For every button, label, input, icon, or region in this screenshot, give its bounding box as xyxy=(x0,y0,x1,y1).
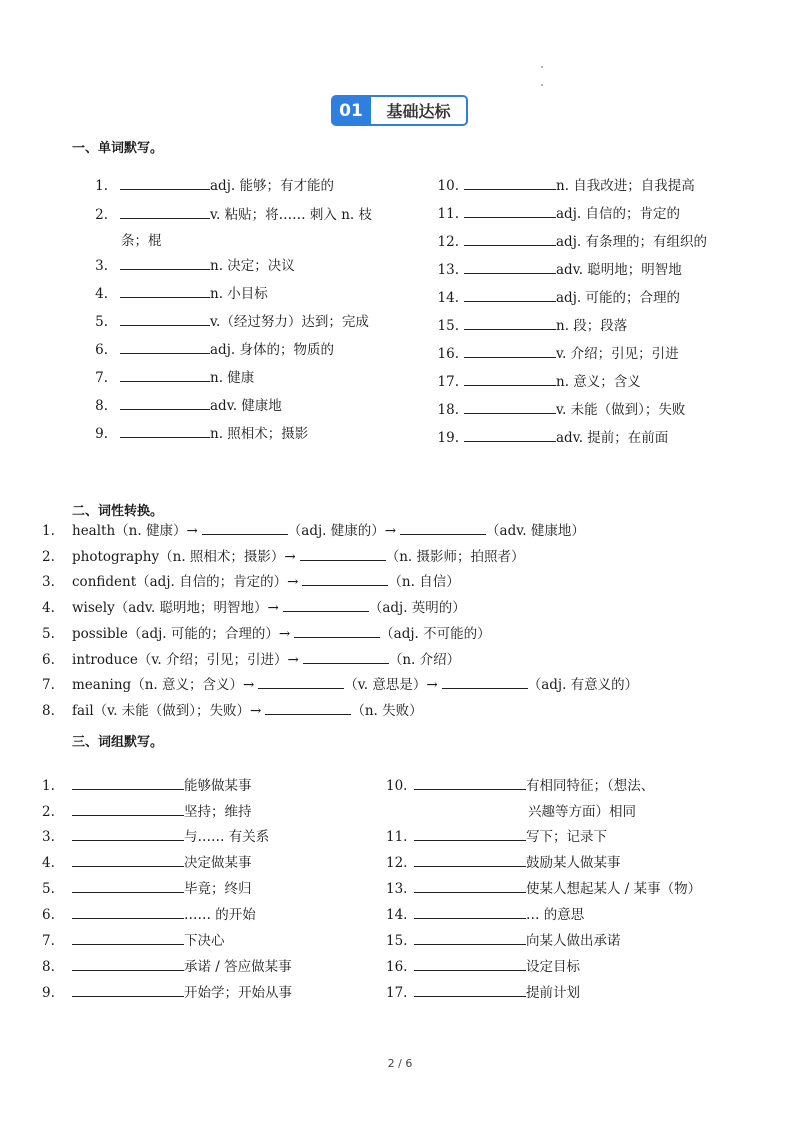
item-number: 14. xyxy=(386,907,408,923)
item-number: 1. xyxy=(42,523,55,539)
answer-blank[interactable] xyxy=(414,983,526,997)
item-text: v.（经过努力）达到；完成 xyxy=(210,314,369,330)
item-text: adj. 有条理的；有组织的 xyxy=(556,234,707,250)
list-item xyxy=(386,931,621,951)
answer-blank[interactable] xyxy=(414,853,526,867)
item-text: n. 段；段落 xyxy=(556,318,628,334)
item-number: 9. xyxy=(42,985,55,1001)
item-text: n. 健康 xyxy=(210,370,255,386)
section3-title: 三、词组默写。 xyxy=(72,735,164,750)
item-text: adv. 健康地 xyxy=(210,398,282,414)
item-text: 提前计划 xyxy=(526,985,580,1001)
item-number: 9. xyxy=(95,426,108,442)
list-item xyxy=(90,176,334,196)
item-text: 有相同特征；（想法、 xyxy=(526,778,655,794)
item-number: 19. xyxy=(437,430,459,446)
source-word: meaning（n. 意义；含义）→ xyxy=(72,677,255,694)
answer-blank[interactable] xyxy=(414,776,526,790)
item-number: 12. xyxy=(437,234,459,250)
answer-blank[interactable] xyxy=(400,521,486,535)
list-item xyxy=(436,232,707,252)
source-word: health（n. 健康）→ xyxy=(72,523,198,539)
item-text: 使某人想起某人 / 某事（物） xyxy=(526,881,702,897)
answer-blank[interactable] xyxy=(120,312,210,326)
answer-blank[interactable] xyxy=(414,931,526,945)
list-item xyxy=(90,256,295,276)
answer-blank[interactable] xyxy=(414,879,526,893)
list-item xyxy=(386,905,584,925)
item-number: 6. xyxy=(42,651,55,668)
list-item xyxy=(386,827,607,847)
target-part-of-speech: （n. 失败） xyxy=(351,702,423,719)
answer-blank[interactable] xyxy=(120,205,210,219)
item-text: 能够做某事 xyxy=(184,778,252,794)
answer-blank[interactable] xyxy=(72,983,184,997)
item-text: adj. 可能的；合理的 xyxy=(556,290,680,306)
list-item xyxy=(42,931,225,951)
item-text: 下决心 xyxy=(184,933,225,949)
item-number: 5. xyxy=(95,314,108,330)
item-number: 3. xyxy=(95,258,108,274)
item-text: 向某人做出承诺 xyxy=(526,933,621,949)
source-word: photography（n. 照相术；摄影）→ xyxy=(72,548,296,565)
answer-blank[interactable] xyxy=(72,776,184,790)
answer-blank[interactable] xyxy=(120,176,210,190)
item-text: v. 粘贴；将…… 刺入 n. 枝 xyxy=(210,207,372,223)
source-word: possible（adj. 可能的；合理的）→ xyxy=(72,625,291,642)
target-part-of-speech: （adj. 有意义的） xyxy=(527,677,639,694)
item-text: 开始学；开始从事 xyxy=(184,985,292,1001)
source-word: fail（v. 未能（做到）；失败）→ xyxy=(72,702,262,719)
item-text: 鼓励某人做某事 xyxy=(526,855,621,871)
answer-blank[interactable] xyxy=(442,675,528,689)
item-number: 6. xyxy=(95,342,108,358)
list-item xyxy=(436,288,680,308)
list-item xyxy=(386,879,701,899)
answer-blank[interactable] xyxy=(72,879,184,893)
item-number: 7. xyxy=(95,370,108,386)
item-number: 4. xyxy=(42,600,55,617)
item-text-continued: 兴趣等方面）相同 xyxy=(528,804,636,820)
source-word: confident（adj. 自信的；肯定的）→ xyxy=(72,574,299,591)
list-item xyxy=(42,521,585,541)
item-number: 16. xyxy=(386,959,408,975)
item-text: 决定做某事 xyxy=(184,855,252,871)
answer-blank[interactable] xyxy=(464,288,556,302)
item-number: 8. xyxy=(42,959,55,975)
item-number: 3. xyxy=(42,574,55,591)
item-number: 7. xyxy=(42,933,55,949)
item-text: 坚持；维持 xyxy=(184,804,252,820)
item-text: n. 照相术；摄影 xyxy=(210,426,309,442)
answer-blank[interactable] xyxy=(258,675,344,689)
list-item xyxy=(90,396,282,416)
item-text: adj. 身体的；物质的 xyxy=(210,342,334,358)
answer-blank[interactable] xyxy=(72,827,184,841)
item-number: 4. xyxy=(95,286,108,302)
answer-blank[interactable] xyxy=(72,905,184,919)
item-text: 设定目标 xyxy=(526,959,580,975)
target-part-of-speech: （adv. 健康地） xyxy=(486,523,585,539)
item-text-continued: 条；棍 xyxy=(121,233,162,249)
list-item xyxy=(436,176,695,196)
target-part-of-speech: （adj. 不可能的） xyxy=(380,625,491,642)
answer-blank[interactable] xyxy=(72,957,184,971)
list-item xyxy=(90,368,254,388)
target-part-of-speech: （n. 摄影师；拍照者） xyxy=(385,548,525,565)
item-number: 5. xyxy=(42,881,55,897)
list-item xyxy=(42,879,252,899)
answer-blank[interactable] xyxy=(414,905,526,919)
answer-blank[interactable] xyxy=(464,316,556,330)
item-number: 2. xyxy=(95,207,108,223)
list-item xyxy=(42,957,292,977)
answer-blank[interactable] xyxy=(464,372,556,386)
page-number: 2 / 6 xyxy=(387,1057,413,1070)
item-number: 11. xyxy=(437,206,459,222)
list-item xyxy=(90,424,308,444)
list-item xyxy=(528,802,636,822)
list-item xyxy=(42,853,252,873)
list-item xyxy=(42,983,292,1003)
badge-number: 01 xyxy=(331,95,371,126)
list-item xyxy=(42,905,256,925)
answer-blank[interactable] xyxy=(300,547,386,561)
item-number: 10. xyxy=(437,178,459,194)
target-part-of-speech: （v. 意思是）→ xyxy=(344,677,438,694)
list-item xyxy=(386,853,621,873)
answer-blank[interactable] xyxy=(302,572,388,586)
answer-blank[interactable] xyxy=(120,368,210,382)
list-item xyxy=(386,983,580,1003)
answer-blank[interactable] xyxy=(120,284,210,298)
target-part-of-speech: （adj. 健康的）→ xyxy=(287,523,397,539)
list-item xyxy=(42,598,466,618)
item-number: 3. xyxy=(42,829,55,845)
answer-blank[interactable] xyxy=(120,256,210,270)
list-item xyxy=(121,231,162,251)
answer-blank[interactable] xyxy=(464,428,556,442)
list-item xyxy=(42,827,269,847)
item-number: 17. xyxy=(437,374,459,390)
answer-blank[interactable] xyxy=(120,340,210,354)
answer-blank[interactable] xyxy=(464,344,556,358)
item-number: 10. xyxy=(386,778,408,794)
item-number: 15. xyxy=(437,318,459,334)
list-item xyxy=(386,957,580,977)
item-number: 5. xyxy=(42,625,55,642)
answer-blank[interactable] xyxy=(414,957,526,971)
answer-blank[interactable] xyxy=(303,650,389,664)
list-item xyxy=(42,701,423,721)
item-number: 7. xyxy=(42,677,55,694)
answer-blank[interactable] xyxy=(283,598,369,612)
item-number: 8. xyxy=(95,398,108,414)
item-number: 17. xyxy=(386,985,408,1001)
item-text: …… 的开始 xyxy=(184,907,256,923)
item-text: … 的意思 xyxy=(526,907,585,923)
item-number: 2. xyxy=(42,804,55,820)
list-item xyxy=(90,340,334,360)
answer-blank[interactable] xyxy=(72,931,184,945)
badge-title: 基础达标 xyxy=(371,95,468,126)
answer-blank[interactable] xyxy=(414,827,526,841)
item-text: n. 自我改进；自我提高 xyxy=(556,178,695,194)
item-number: 15. xyxy=(386,933,408,949)
list-item xyxy=(436,344,679,364)
answer-blank[interactable] xyxy=(120,424,210,438)
list-item xyxy=(42,624,491,644)
list-item xyxy=(42,802,252,822)
item-text: 毕竟；终归 xyxy=(184,881,252,897)
item-number: 1. xyxy=(95,178,108,194)
target-part-of-speech: （n. 介绍） xyxy=(388,651,461,668)
list-item xyxy=(42,547,525,567)
item-number: 14. xyxy=(437,290,459,306)
list-item xyxy=(42,776,252,796)
decorative-dots xyxy=(541,62,545,92)
item-text: n. 决定；决议 xyxy=(210,258,295,274)
item-number: 4. xyxy=(42,855,55,871)
item-text: 与…… 有关系 xyxy=(184,829,270,845)
source-word: wisely（adv. 聪明地；明智地）→ xyxy=(72,600,279,617)
list-item xyxy=(90,205,372,225)
list-item xyxy=(42,572,460,592)
answer-blank[interactable] xyxy=(72,853,184,867)
answer-blank[interactable] xyxy=(464,232,556,246)
item-text: adj. 能够；有才能的 xyxy=(210,178,334,194)
item-text: n. 意义；含义 xyxy=(556,374,641,390)
item-number: 12. xyxy=(386,855,408,871)
list-item xyxy=(42,650,460,670)
item-number: 6. xyxy=(42,907,55,923)
target-part-of-speech: （n. 自信） xyxy=(388,574,460,591)
item-number: 18. xyxy=(437,402,459,418)
list-item xyxy=(436,372,641,392)
list-item xyxy=(42,675,638,695)
answer-blank[interactable] xyxy=(120,396,210,410)
item-text: 写下；记录下 xyxy=(526,829,607,845)
answer-blank[interactable] xyxy=(464,204,556,218)
item-text: 承诺 / 答应做某事 xyxy=(184,959,292,975)
answer-blank[interactable] xyxy=(464,400,556,414)
item-text: n. 小目标 xyxy=(210,286,268,302)
list-item xyxy=(436,428,668,448)
list-item xyxy=(436,316,627,336)
list-item xyxy=(436,400,685,420)
item-number: 16. xyxy=(437,346,459,362)
list-item xyxy=(90,312,369,332)
item-text: v. 介绍；引见；引进 xyxy=(556,346,679,362)
list-item xyxy=(90,284,268,304)
target-part-of-speech: （adj. 英明的） xyxy=(368,600,466,617)
item-text: adv. 聪明地；明智地 xyxy=(556,262,682,278)
answer-blank[interactable] xyxy=(464,260,556,274)
answer-blank[interactable] xyxy=(265,701,351,715)
section2-title: 二、词性转换。 xyxy=(72,504,164,519)
item-number: 13. xyxy=(437,262,459,278)
list-item xyxy=(386,776,654,796)
source-word: introduce（v. 介绍；引见；引进）→ xyxy=(72,651,299,668)
section-badge xyxy=(331,95,468,126)
item-text: v. 未能（做到）；失败 xyxy=(556,402,686,418)
answer-blank[interactable] xyxy=(464,176,556,190)
answer-blank[interactable] xyxy=(294,624,380,638)
answer-blank[interactable] xyxy=(72,802,184,816)
item-text: adj. 自信的；肯定的 xyxy=(556,206,680,222)
item-number: 13. xyxy=(386,881,408,897)
answer-blank[interactable] xyxy=(202,521,288,535)
item-text: adv. 提前；在前面 xyxy=(556,430,669,446)
list-item xyxy=(436,260,682,280)
item-number: 8. xyxy=(42,702,55,719)
item-number: 1. xyxy=(42,778,55,794)
item-number: 2. xyxy=(42,548,55,565)
section1-title: 一、单词默写。 xyxy=(72,141,164,156)
item-number: 11. xyxy=(386,829,408,845)
list-item xyxy=(436,204,680,224)
